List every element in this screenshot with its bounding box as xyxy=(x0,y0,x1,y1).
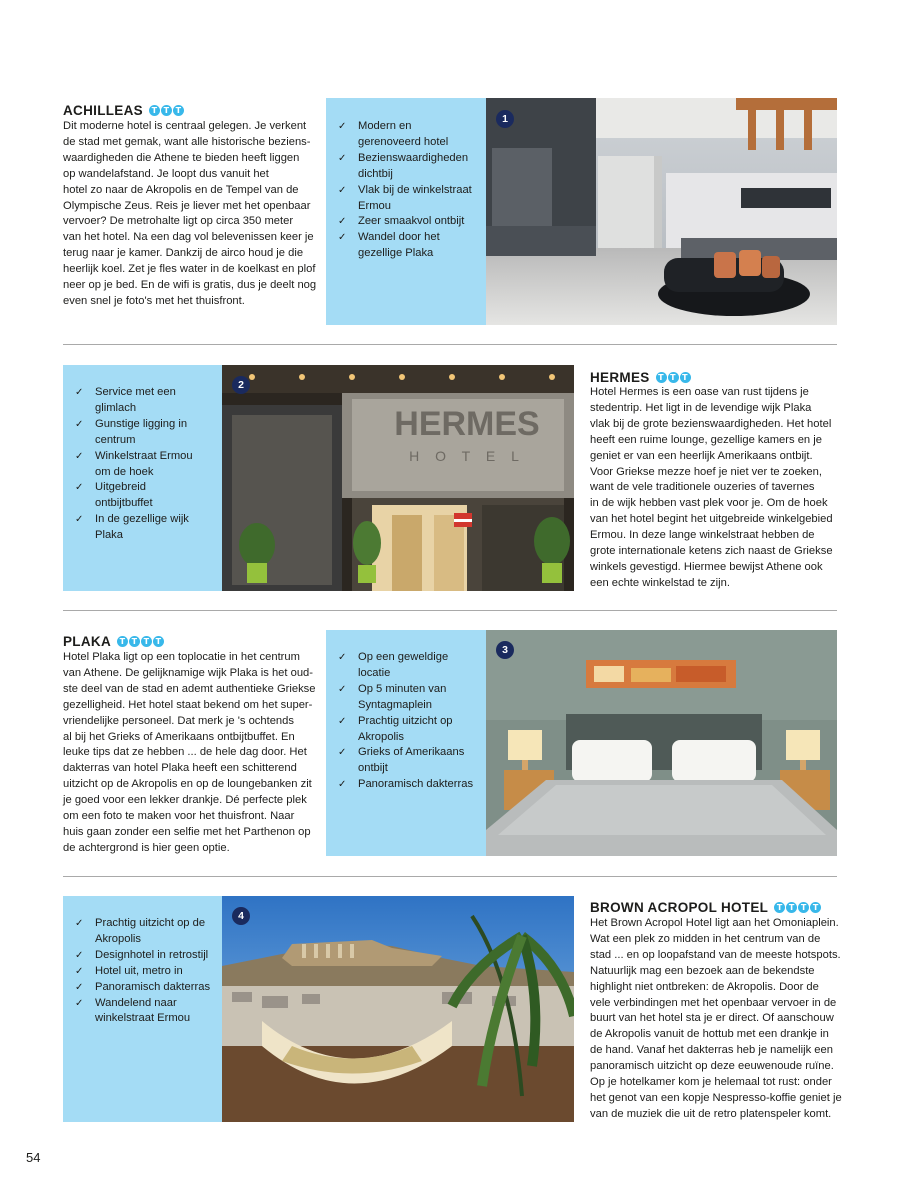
description-line: buurt van het hotel sta je er direct. Of aanschouw xyxy=(590,1012,834,1025)
highlight-item xyxy=(75,512,193,544)
highlight-item xyxy=(338,119,472,151)
description-line: terug naar je kamer. Dankzij de airco houd je die xyxy=(63,247,304,260)
highlight-item xyxy=(338,682,473,714)
star-icon: T xyxy=(798,902,809,913)
hotel-name: PLAKA xyxy=(63,633,111,649)
check-icon: ✓ xyxy=(75,450,84,462)
highlight-text: Winkelstraat Ermou xyxy=(95,449,193,462)
rooftop-illustration xyxy=(222,896,574,1122)
star-icon: T xyxy=(117,636,128,647)
hotel-name: BROWN ACROPOL HOTEL xyxy=(590,899,769,915)
check-icon: ✓ xyxy=(338,652,347,663)
description-line: al bij het Grieks of Amerikaans ontbijtbuffet. En xyxy=(63,730,295,743)
highlight-text: gezellige Plaka xyxy=(358,247,434,260)
description-line: panoramisch uitzicht op deze eeuwenoude ruïne. xyxy=(590,1060,834,1073)
highlight-item xyxy=(75,916,210,948)
highlight-item xyxy=(75,996,210,1028)
photo-number-badge: 3 xyxy=(496,641,514,659)
description-line: op wandelafstand. Je loopt dus vanuit het xyxy=(63,167,269,180)
highlight-text: Panoramisch dakterras xyxy=(358,778,474,791)
star-rating xyxy=(149,105,184,116)
description-line: vele verbindingen met het openbaar vervoer in de xyxy=(590,996,837,1009)
description-line: om een foto te maken voor het thuisfront. Naar xyxy=(63,810,295,823)
hotel-name: ACHILLEAS xyxy=(63,102,143,118)
description-line: ste deel van de stad en ademt authentieke Griekse xyxy=(63,682,316,695)
description-line: winkels gevestigd. Hiermee bewijst Athene ook xyxy=(590,560,823,573)
highlight-text: locatie xyxy=(358,666,391,679)
photo-number-badge: 4 xyxy=(232,907,250,925)
check-icon: ✓ xyxy=(75,997,84,1009)
highlights-box xyxy=(326,98,486,325)
description-line: huis gaan zonder een selfie met het Parthenon op xyxy=(63,825,311,838)
highlight-item xyxy=(75,417,193,449)
star-icon: T xyxy=(656,372,667,383)
description-line: leuke tips dat ze hebben ... de hele dag door. Het xyxy=(63,746,307,759)
highlight-text: glimlach xyxy=(95,401,137,414)
lobby-illustration xyxy=(486,98,837,325)
highlight-text: Ermou xyxy=(358,199,391,212)
check-icon: ✓ xyxy=(338,121,347,132)
description-line: Hotel Plaka ligt op een toplocatie in het centrum xyxy=(63,651,300,663)
highlight-text: Panoramisch dakterras xyxy=(95,980,211,993)
description-line: van het hotel begint het uitgebreide winkelgebied xyxy=(590,513,833,526)
description-line: van het hotel. Na een dag vol belevenissen keer je xyxy=(63,231,314,244)
description-line: je goed voor een lekker drankje. Dé perfecte plek xyxy=(63,794,307,807)
highlights-list xyxy=(75,916,210,1027)
hotel-photo-bedroom xyxy=(486,630,837,856)
page-number: 54 xyxy=(26,1150,41,1165)
description-line: want de vele traditionele ouzeries of tavernes xyxy=(590,481,815,494)
hotel-description xyxy=(590,385,840,592)
check-icon: ✓ xyxy=(75,387,84,398)
highlight-item xyxy=(338,777,473,793)
highlight-text: Vlak bij de winkelstraat xyxy=(358,183,472,196)
description-line: geniet er van een heerlijk Amerikaans ontbijt. xyxy=(590,449,813,462)
hotel-description xyxy=(63,650,318,857)
star-icon: T xyxy=(774,902,785,913)
check-icon: ✓ xyxy=(338,747,347,759)
highlight-text: dichtbij xyxy=(358,167,393,180)
highlights-list xyxy=(338,119,472,262)
highlights-list xyxy=(75,385,193,544)
highlight-text: Uitgebreid xyxy=(95,481,146,494)
description-line: de hand. Vanaf het dakterras heb je namelijk een xyxy=(590,1044,833,1057)
highlight-item xyxy=(75,449,193,481)
highlight-text: Wandel door het xyxy=(358,231,440,244)
star-icon: T xyxy=(141,636,152,647)
description-line: gezelligheid. Het hotel staat bekend om het super- xyxy=(63,698,313,711)
description-line: stedentrip. Het ligt in de levendige wijk Plaka xyxy=(590,401,812,414)
description-line: uitzicht op de Akropolis en op de loungebanken zit xyxy=(63,778,312,791)
highlight-text: Gunstige ligging in xyxy=(95,417,188,430)
highlight-text: Bezienswaardigheden xyxy=(358,151,469,164)
bedroom-illustration xyxy=(486,630,837,856)
highlight-item xyxy=(75,480,193,512)
highlight-text: Designhotel in retrostijl xyxy=(95,948,209,961)
highlight-item xyxy=(75,980,210,996)
highlight-text: ontbijtbuffet xyxy=(95,497,153,510)
highlight-item xyxy=(338,745,473,777)
check-icon: ✓ xyxy=(338,779,347,791)
description-line: vriendelijke personeel. Dat merk je 's ochtends xyxy=(63,714,294,727)
description-line: Het Brown Acropol Hotel ligt aan het Omoniaplein. xyxy=(590,917,839,929)
hotel-description xyxy=(63,119,318,310)
star-icon: T xyxy=(129,636,140,647)
description-line: Natuurlijk mag een bezoek aan de bekendste xyxy=(590,964,815,977)
section-divider xyxy=(63,876,837,877)
description-line: heerlijk koel. Zet je fles water in de koelkast en plof xyxy=(63,263,316,276)
check-icon: ✓ xyxy=(338,715,347,727)
description-line: Ermou. In deze lange winkelstraat hebben de xyxy=(590,529,815,542)
section-divider xyxy=(63,344,837,345)
description-line: Hotel Hermes is een oase van rust tijdens je xyxy=(590,386,809,398)
description-line: even snel je foto's met het thuisfront. xyxy=(63,294,245,307)
hotel-title-achilleas xyxy=(63,102,184,118)
description-line: grote internationale ketens zich naast de Griekse xyxy=(590,545,833,558)
hotel-title-brown-acropol xyxy=(590,899,821,915)
description-line: Wat een plek zo midden in het centrum van de xyxy=(590,932,821,945)
highlight-text: In de gezellige wijk xyxy=(95,513,189,526)
highlight-text: Service met een xyxy=(95,386,176,398)
highlight-text: Modern en xyxy=(358,120,412,132)
highlight-text: om de hoek xyxy=(95,465,154,478)
description-line: dakterras van hotel Plaka heeft een schitterend xyxy=(63,762,297,775)
highlight-text: Zeer smaakvol ontbijt xyxy=(358,215,465,228)
highlights-box xyxy=(326,630,486,856)
photo-number-badge: 1 xyxy=(496,110,514,128)
check-icon: ✓ xyxy=(75,918,84,929)
highlight-text: Akropolis xyxy=(95,932,142,945)
highlight-text: ontbijt xyxy=(358,762,388,775)
highlight-text: Wandelend naar xyxy=(95,996,177,1009)
hotel-photo-rooftop xyxy=(222,896,574,1122)
star-icon: T xyxy=(153,636,164,647)
highlight-text: centrum xyxy=(95,433,136,446)
highlight-text: Prachtig uitzicht op de xyxy=(95,917,206,929)
star-rating xyxy=(774,902,821,913)
highlight-text: gerenoveerd hotel xyxy=(358,135,449,148)
description-line: Op je hotelkamer kom je helemaal tot rust: onder xyxy=(590,1076,832,1089)
description-line: vlak bij de grote bezienswaardigheden. Het hotel xyxy=(590,417,832,430)
facade-illustration xyxy=(222,365,574,591)
highlight-item xyxy=(338,151,472,183)
description-line: de achtergrond is hier geen optie. xyxy=(63,841,230,854)
highlight-text: Hotel uit, metro in xyxy=(95,964,183,977)
hotel-photo-lobby xyxy=(486,98,837,325)
highlight-item xyxy=(338,650,473,682)
hotel-title-plaka xyxy=(63,633,164,649)
check-icon: ✓ xyxy=(75,981,84,993)
highlight-text: Prachtig uitzicht op xyxy=(358,714,453,727)
highlight-text: Grieks of Amerikaans xyxy=(358,746,465,759)
highlight-text: winkelstraat Ermou xyxy=(95,1012,191,1025)
check-icon: ✓ xyxy=(338,232,347,244)
hotel-photo-facade xyxy=(222,365,574,591)
star-rating xyxy=(656,372,691,383)
highlight-text: Plaka xyxy=(95,529,123,542)
section-divider xyxy=(63,610,837,611)
description-line: waardigheden die Athene te bieden heeft liggen xyxy=(63,151,300,164)
hotel-description xyxy=(590,916,840,1123)
check-icon: ✓ xyxy=(338,683,347,695)
description-line: in de wijk hebben vast plek voor je. Om de hoek xyxy=(590,497,828,510)
description-line: de stad met gemak, want alle historische beziens- xyxy=(63,135,311,148)
description-line: hotel zo naar de Akropolis en de Tempel van de xyxy=(63,183,299,196)
star-icon: T xyxy=(680,372,691,383)
description-line: stad ... en op loopafstand van de meeste hotspots. xyxy=(590,948,841,961)
description-line: de Akropolis vanuit de hottub met een drankje in xyxy=(590,1028,829,1041)
highlight-item xyxy=(75,964,210,980)
check-icon: ✓ xyxy=(75,514,84,526)
highlight-text: Op 5 minuten van xyxy=(358,682,447,695)
photo-number-badge: 2 xyxy=(232,376,250,394)
highlights-list xyxy=(338,650,473,793)
check-icon: ✓ xyxy=(75,965,84,977)
description-line: van Athene. De gelijknamige wijk Plaka is het oud- xyxy=(63,666,313,679)
description-line: het genot van een kopje Nespresso-koffie geniet je xyxy=(590,1091,842,1104)
star-icon: T xyxy=(173,105,184,116)
check-icon: ✓ xyxy=(75,482,84,494)
sign-text: HERMES xyxy=(394,405,540,443)
highlight-text: Syntagmaplein xyxy=(358,698,433,711)
star-icon: T xyxy=(149,105,160,116)
highlight-text: Akropolis xyxy=(358,730,405,743)
sign-subtext: H O T E L xyxy=(409,448,525,464)
highlights-box xyxy=(63,896,223,1122)
description-line: vervoer? De metrohalte ligt op circa 350 meter xyxy=(63,215,294,228)
hotel-name: HERMES xyxy=(590,369,650,385)
description-line: neer op je bed. En de wifi is gratis, dus je deelt nog xyxy=(63,279,317,292)
highlight-item xyxy=(338,714,473,746)
check-icon: ✓ xyxy=(338,184,347,196)
star-icon: T xyxy=(786,902,797,913)
highlights-box xyxy=(63,365,223,591)
highlight-item xyxy=(338,214,472,230)
description-line: heeft een ruime lounge, gezellige kamers en je xyxy=(590,433,822,446)
star-icon: T xyxy=(161,105,172,116)
check-icon: ✓ xyxy=(338,152,347,164)
highlight-item xyxy=(75,948,210,964)
description-line: Olympische Zeus. Reis je liever met het openbaar xyxy=(63,199,311,212)
star-icon: T xyxy=(810,902,821,913)
hotel-title-hermes xyxy=(590,369,691,385)
description-line: van de muziek die uit de retro platenspeler komt. xyxy=(590,1107,832,1120)
description-line: highlight niet ontbreken: de Akropolis. Door de xyxy=(590,980,819,993)
highlight-text: Op een geweldige xyxy=(358,651,449,663)
check-icon: ✓ xyxy=(75,949,84,961)
highlight-item xyxy=(338,230,472,262)
highlight-item xyxy=(338,183,472,215)
description-line: Dit moderne hotel is centraal gelegen. Je verkent xyxy=(63,120,307,132)
description-line: een echte winkelstad te zijn. xyxy=(590,576,730,589)
check-icon: ✓ xyxy=(75,418,84,430)
description-line: Voor Griekse mezze hoef je niet ver te zoeken, xyxy=(590,465,822,478)
highlight-item xyxy=(75,385,193,417)
star-icon: T xyxy=(668,372,679,383)
star-rating xyxy=(117,636,164,647)
check-icon: ✓ xyxy=(338,216,347,228)
